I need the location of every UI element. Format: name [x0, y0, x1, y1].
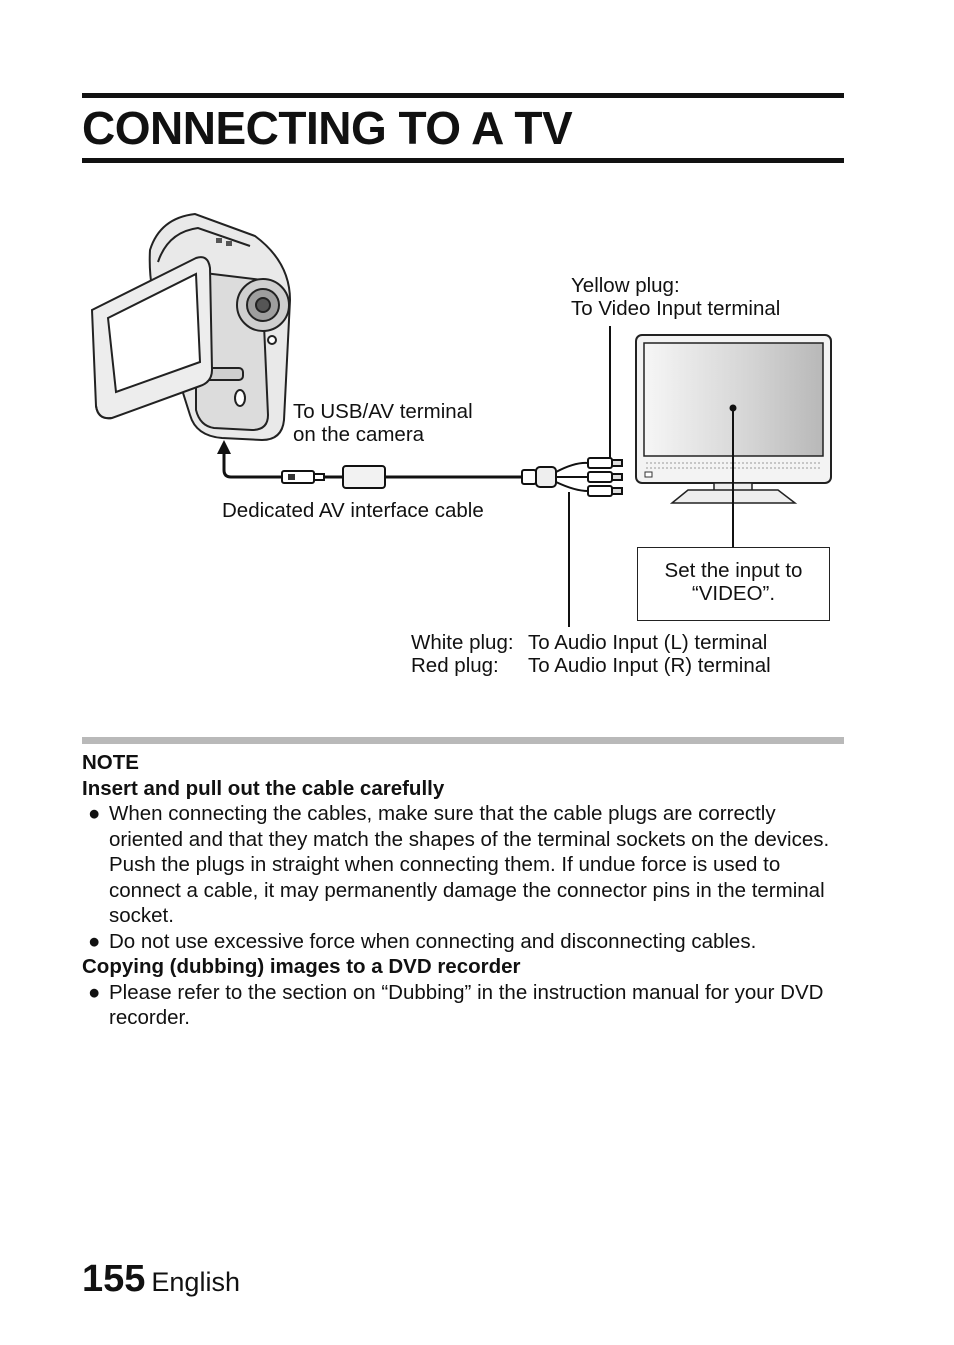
- yellow-plug-label-line1: Yellow plug:: [571, 274, 680, 297]
- red-plug-name: Red plug:: [411, 654, 499, 677]
- yellow-plug-label: [571, 274, 780, 320]
- bullet-icon: ●: [88, 929, 101, 953]
- list-item-text: Do not use excessive force when connecting and disconnecting cables.: [109, 929, 757, 953]
- list-item: [82, 929, 844, 955]
- page-title: CONNECTING TO A TV: [82, 102, 573, 154]
- set-input-line1: Set the input to: [664, 559, 803, 582]
- av-cable: [282, 458, 622, 627]
- note-section: [82, 750, 844, 1031]
- footer-language: English: [151, 1267, 240, 1297]
- usb-av-arrow: [217, 440, 282, 477]
- usb-av-label-line2: on the camera: [293, 423, 425, 446]
- audio-plugs-label: [411, 631, 771, 677]
- usb-av-label: [293, 400, 473, 446]
- bullet-icon: ●: [88, 802, 101, 825]
- list-item-text: Please refer to the section on “Dubbing” in the instruction manual for your DVD recorder.: [109, 980, 824, 1029]
- list-item-text: When connecting the cables, make sure that the cable plugs are correctly oriented and that they match the shapes of the terminal sockets on the devices. Push the plugs in straight when connecting them. If undue force is used to connect a cable, it may permanently damage the connector pins in the terminal socket.: [109, 802, 830, 927]
- list-item: [82, 980, 844, 1031]
- yellow-plug-label-line2: To Video Input terminal: [571, 297, 781, 320]
- note-divider: [82, 737, 844, 744]
- tv-illustration: [636, 335, 831, 548]
- white-plug-name: White plug:: [411, 631, 514, 654]
- usb-av-label-line1: To USB/AV terminal: [293, 400, 473, 423]
- white-plug-desc: To Audio Input (L) terminal: [528, 631, 768, 654]
- bullet-icon: ●: [88, 980, 101, 1004]
- red-plug: [588, 486, 622, 496]
- page-number: 155: [82, 1258, 146, 1300]
- yellow-plug: [588, 458, 622, 468]
- note-list-cable: [82, 801, 844, 954]
- set-input-line2: “VIDEO”.: [691, 582, 776, 605]
- set-input-callout: [637, 547, 830, 621]
- note-heading: NOTE: [82, 751, 139, 774]
- page-footer: [82, 1258, 240, 1301]
- camera-illustration: [92, 214, 290, 440]
- note-list-dubbing: [82, 980, 844, 1031]
- cable-label: Dedicated AV interface cable: [222, 499, 484, 522]
- note-subheading-dubbing: Copying (dubbing) images to a DVD recorder: [82, 955, 521, 978]
- white-plug: [588, 472, 622, 482]
- red-plug-desc: To Audio Input (R) terminal: [528, 654, 771, 677]
- list-item: [82, 801, 844, 929]
- note-subheading-cable: Insert and pull out the cable carefully: [82, 776, 445, 800]
